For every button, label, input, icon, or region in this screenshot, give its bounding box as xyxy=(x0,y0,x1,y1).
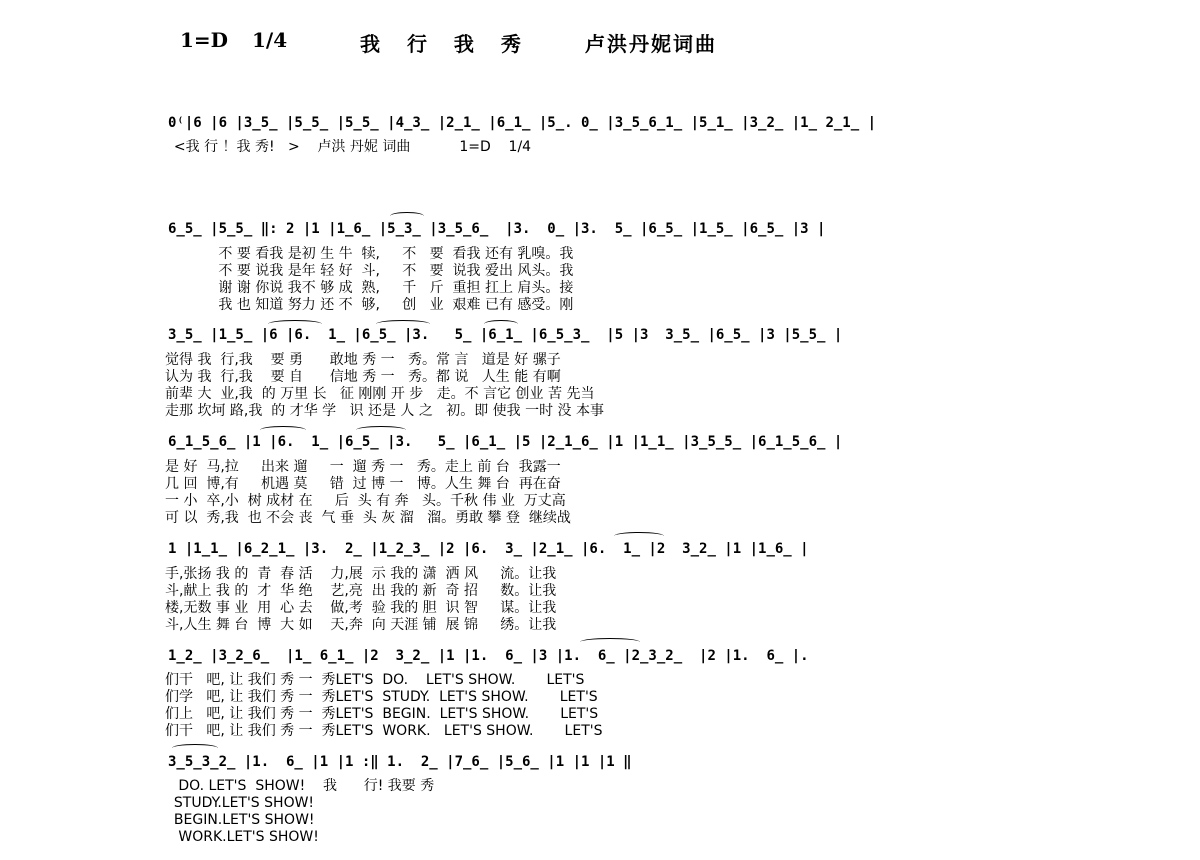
slur-mark xyxy=(580,638,640,646)
slur-mark xyxy=(484,320,518,328)
key-signature: 1=D xyxy=(180,28,229,52)
lyric-line-5-1: 手,张扬 我 的 青 春 活 力,展 示 我的 潇 洒 风 流。让我 xyxy=(165,566,557,582)
slur-mark xyxy=(614,532,664,540)
slur-mark xyxy=(376,320,430,328)
lyric-line-4-3: 一 小 卒,小 树 成材 在 后 头 有 奔 头。千秋 伟 业 万丈高 xyxy=(165,493,566,509)
notation-line-2: 6̲5̲ |5̲5̲ ‖: 2 |1 |1̲6̲ |5̲3̲ |3̲5̲6̲ |3. 0̲ |3. 5̲ |6̲5̲ |1̲5̲ |6̲5̲ |3 | xyxy=(168,221,826,237)
lyric-line-6-2: 们学 吧, 让 我们 秀 一 秀LET'S STUDY. LET'S SHOW. LET'S xyxy=(165,689,598,705)
lyric-line-3-3: 前辈 大 业,我 的 万里 长 征 刚刚 开 步 走。不 言它 创业 苦 先当 xyxy=(165,386,595,402)
lyric-line-5-3: 楼,无数 事 业 用 心 去 做,考 验 我的 胆 识 智 谋。让我 xyxy=(165,600,557,616)
lyric-line-2-4: 我 也 知道 努力 还 不 够, 创 业 艰难 已有 感受。刚 xyxy=(165,297,574,313)
lyric-line-4-1: 是 好 马,拉 出来 遛 一 遛 秀 一 秀。走上 前 台 我露一 xyxy=(165,459,561,475)
lyric-line-7-4: WORK.LET'S SHOW! xyxy=(165,829,319,845)
lyric-line-7-2: STUDY.LET'S SHOW! xyxy=(165,795,315,811)
lyric-line-6-4: 们干 吧, 让 我们 秀 一 秀LET'S WORK. LET'S SHOW. LET'S xyxy=(165,723,603,739)
lyric-line-2-1: 不 要 看我 是初 生 牛 犊, 不 要 看我 还有 乳嗅。我 xyxy=(165,246,574,262)
lyric-line-2-2: 不 要 说我 是年 轻 好 斗, 不 要 说我 爱出 风头。我 xyxy=(165,263,574,279)
notation-line-7: 3̲5̲3̲2̲ |1. 6̲ |1 |1 :‖ 1. 2̲ |7̲6̲ |5̲6̲ |1 |1 |1 ‖ xyxy=(168,754,632,770)
lyric-line-4-2: 几 回 博,有 机遇 莫 错 过 博 一 博。人生 舞 台 再在奋 xyxy=(165,476,561,492)
slur-mark xyxy=(260,426,306,434)
slur-mark xyxy=(356,426,406,434)
notation-line-1: 0⁽|6 |6 |3̲5̲ |5̲5̲ |5̲5̲ |4̲3̲ |2̲1̲ |6̲1̲ |5̲. 0̲ |3̲5̲6̲1̲ |5̲1̲ |3̲2̲ |1̲ 2̲1̲ | xyxy=(168,115,877,131)
notation-line-4: 6̲1̲5̲6̲ |1 |6. 1̲ |6̲5̲ |3. 5̲ |6̲1̲ |5 |2̲1̲6̲ |1 |1̲1̲ |3̲5̲5̲ |6̲1̲5̲6̲ | xyxy=(168,434,843,450)
lyric-line-5-2: 斗,献上 我 的 才 华 绝 艺,亮 出 我的 新 奇 招 数。让我 xyxy=(165,583,557,599)
slur-mark xyxy=(172,744,218,752)
lyric-line-2-3: 谢 谢 你说 我不 够 成 熟, 千 斤 重担 扛上 肩头。接 xyxy=(165,280,574,296)
lyric-line-3-4: 走那 坎坷 路,我 的 才华 学 识 还是 人 之 初。即 使我 一时 没 本事 xyxy=(165,403,605,419)
composer-credit: 卢洪丹妮词曲 xyxy=(585,32,717,56)
lyric-line-1-1: <我 行 ！我 秀! > 卢洪 丹妮 词曲 1=D 1/4 xyxy=(165,139,532,155)
song-title: 我 行 我 秀 xyxy=(360,32,531,56)
slur-mark xyxy=(268,320,322,328)
lyric-line-6-1: 们干 吧, 让 我们 秀 一 秀LET'S DO. LET'S SHOW. LET'S xyxy=(165,672,585,688)
lyric-line-5-4: 斗,人生 舞 台 博 大 如 天,奔 向 天涯 铺 展 锦 绣。让我 xyxy=(165,617,557,633)
lyric-line-3-1: 觉得 我 行,我 要 勇 敢地 秀 一 秀。常 言 道是 好 骡子 xyxy=(165,352,561,368)
lyric-line-7-3: BEGIN.LET'S SHOW! xyxy=(165,812,315,828)
notation-line-5: 1 |1̲1̲ |6̲2̲1̲ |3. 2̲ |1̲2̲3̲ |2 |6. 3̲ |2̲1̲ |6. 1̲ |2 3̲2̲ |1 |1̲6̲ | xyxy=(168,541,809,557)
time-signature: 1/4 xyxy=(252,28,288,52)
lyric-line-7-1: DO. LET'S SHOW! 我 行! 我要 秀 xyxy=(165,778,435,794)
notation-line-6: 1̲2̲ |3̲2̲6̲ |1̲ 6̲1̲ |2 3̲2̲ |1 |1. 6̲ |3 |1. 6̲ |2̲3̲2̲ |2 |1. 6̲ |. xyxy=(168,648,809,664)
slur-mark xyxy=(390,212,424,220)
lyric-line-3-2: 认为 我 行,我 要 自 信地 秀 一 秀。都 说 人生 能 有啊 xyxy=(165,369,561,385)
notation-line-3: 3̲5̲ |1̲5̲ |6 |6. 1̲ |6̲5̲ |3. 5̲ |6̲1̲ |6̲5̲3̲ |5 |3 3̲5̲ |6̲5̲ |3 |5̲5̲ | xyxy=(168,327,843,343)
lyric-line-4-4: 可 以 秀,我 也 不会 丧 气 垂 头 灰 溜 溜。勇敢 攀 登 继续战 xyxy=(165,510,571,526)
lyric-line-6-3: 们上 吧, 让 我们 秀 一 秀LET'S BEGIN. LET'S SHOW. LET'S xyxy=(165,706,599,722)
